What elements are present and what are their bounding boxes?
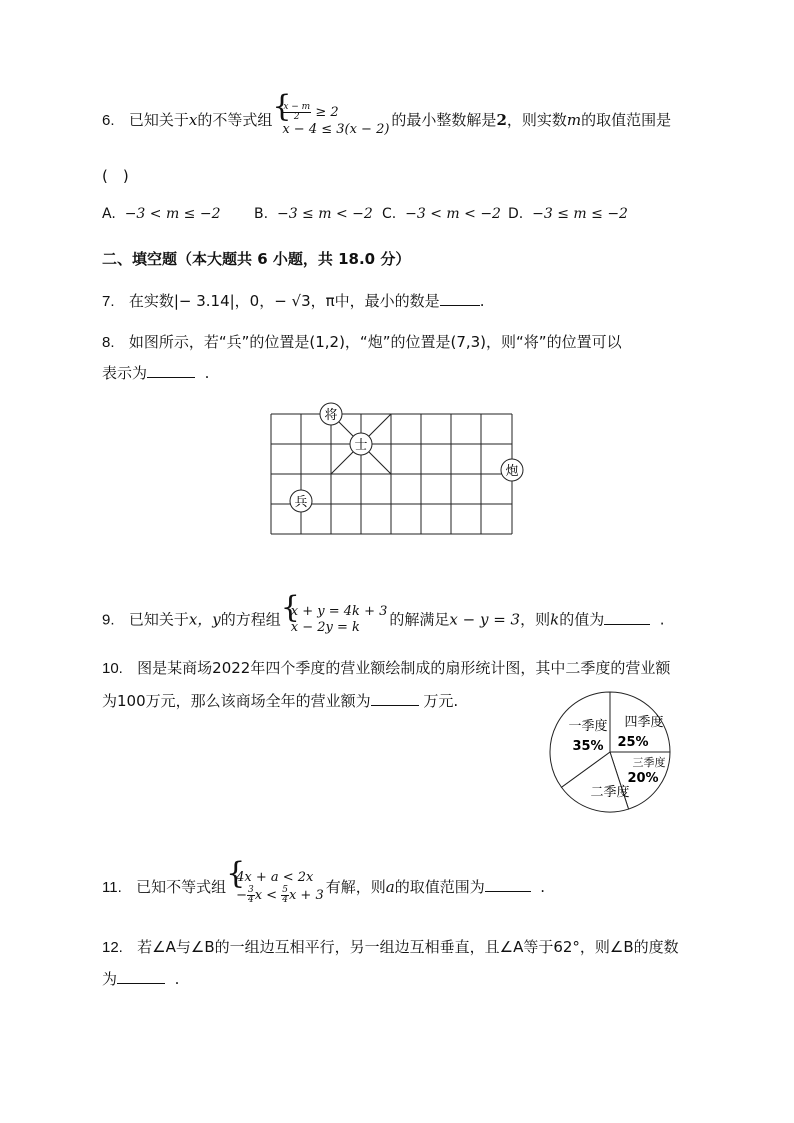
q6-text-d: ，则实数: [506, 111, 567, 129]
q9-vars: x，y: [188, 610, 221, 629]
q11-row2: − $\frac{3}{4}$ x < $\frac{5}{4}$ x + 3: [236, 885, 324, 905]
q10-number: 10.: [102, 660, 123, 677]
q10-line2: 为100万元，那么该商场全年的营业额为 万元.: [102, 692, 459, 710]
q12-line1: 12. 若∠A与∠B的一组边互相平行，另一组边互相垂直，且∠A等于62°，则∠B的度数: [102, 938, 679, 956]
q9-answer-blank[interactable]: [604, 610, 650, 625]
q11-line: 11. 已知不等式组 { 4x + a < 2x − $\frac{3}{4}$ x < $\frac{5}{4}$ x + 3 有解，则a的取值范围为 .: [102, 870, 545, 905]
piece-bing: [290, 490, 312, 512]
q6-value: 2: [496, 111, 507, 129]
q11-answer-blank[interactable]: [485, 877, 531, 892]
q7-end: .: [479, 292, 485, 310]
q7-text: 在实数|− 3.14|，0，− √3，π中，最小的数是: [128, 292, 440, 310]
option-b[interactable]: B. −3 ≤ m < −2: [254, 206, 373, 222]
q11-number: 11.: [102, 879, 122, 896]
piece-shi: [350, 433, 372, 455]
svg-text:将: 将: [324, 408, 338, 423]
q9-equation-system: [283, 604, 388, 636]
q6-line1: [102, 103, 671, 138]
svg-text:士: 士: [354, 438, 368, 453]
pie-label-3: 三季度: [632, 756, 666, 769]
q6-row1: { $\frac{x - m}{2}$ ≥ 2: [283, 102, 339, 122]
q8-number: 8.: [102, 334, 115, 351]
q10-answer-blank[interactable]: [371, 691, 419, 706]
q6-text-b: 的不等式组: [197, 111, 273, 129]
chess-grid-figure: [262, 400, 532, 540]
option-d[interactable]: D. −3 ≤ m ≤ −2: [508, 206, 628, 222]
pie-label-2: 四季度: [624, 715, 664, 730]
q8-answer-blank[interactable]: [147, 363, 195, 378]
option-c[interactable]: C. −3 < m < −2: [382, 206, 501, 222]
q6-text-e: 的取值范围是: [581, 111, 672, 129]
q6-fraction: { $\frac{x - m}{2}$: [283, 102, 311, 122]
q7-answer-blank[interactable]: [440, 291, 480, 306]
section-title: 二、填空题（本大题共 6 小题，共 18.0 分）: [102, 250, 411, 268]
q10-line1: 10. 图是某商场2022年四个季度的营业额绘制成的扇形统计图，其中二季度的营业额: [102, 659, 671, 677]
piece-jiang: [320, 403, 342, 425]
q9-line: 9. 已知关于x，y的方程组 { x + y = 4k + 3 x − 2y = k 的解满足x − y = 3，则k的值为 .: [102, 604, 665, 636]
q12-number: 12.: [102, 939, 123, 956]
pie-label-4: 二季度: [590, 785, 630, 800]
q9-row2: x − 2y = k: [290, 620, 360, 635]
grid-lines: [271, 414, 512, 534]
q6-text-a: 已知关于: [128, 111, 189, 129]
q8-text: 如图所示，若“兵”的位置是(1,2)，“炮”的位置是(7,3)，则“将”的位置可以: [128, 333, 622, 351]
q12-answer-blank[interactable]: [117, 969, 165, 984]
svg-text:兵: 兵: [294, 495, 308, 510]
q9-var-k: k: [550, 610, 560, 629]
q6-row2: x − 4 ≤ 3(x − 2): [282, 122, 390, 137]
q11-var-a: a: [385, 878, 395, 896]
q8-line1: [102, 331, 622, 352]
q6-paren: ( ): [102, 167, 129, 185]
q12-line2: 为 .: [102, 970, 180, 988]
q9-condition: x − y = 3: [449, 610, 521, 629]
q6-var-m: m: [566, 111, 582, 129]
q6-inequality-system: [274, 103, 389, 138]
q6-var-x: x: [188, 111, 198, 129]
q7-number: 7.: [102, 293, 115, 310]
q11-inequality-system: [228, 870, 324, 905]
pie-value-1: 35%: [572, 739, 604, 754]
q11-row1: { 4x + a < 2x: [236, 870, 314, 885]
pie-value-3: 20%: [627, 771, 659, 786]
quarterly-pie-chart: [548, 686, 688, 818]
option-a[interactable]: A. −3 < m ≤ −2: [102, 206, 221, 222]
q6-number: 6.: [102, 112, 115, 129]
q8-line2: 表示为 .: [102, 364, 210, 382]
piece-pao: [501, 459, 523, 481]
q9-row1: { x + y = 4k + 3: [290, 604, 388, 619]
q6-options: [102, 206, 628, 222]
pie-label-1: 一季度: [568, 719, 608, 734]
q7-line: [102, 290, 484, 311]
pie-value-2: 25%: [617, 735, 649, 750]
q6-text-c: 的最小整数解是: [391, 111, 497, 129]
q9-number: 9.: [102, 611, 115, 629]
svg-text:炮: 炮: [505, 464, 519, 479]
